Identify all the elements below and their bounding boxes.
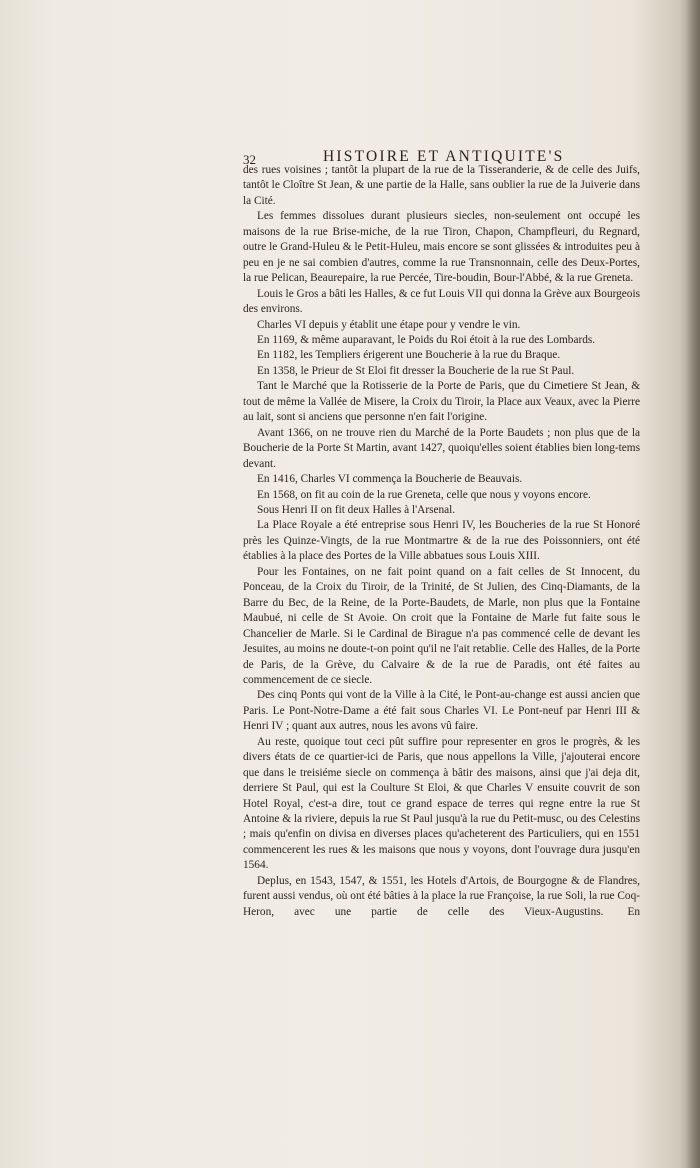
paragraph: des rues voisines ; tantôt la plupart de la rue de la Tisseranderie, & de celle des Juifs, tantôt le Cloître St Jean, & une partie de la Halle, sans oublier la rue de la Juiverie dans la Cité. [243,164,640,207]
page-edge-shadow [686,0,700,1168]
running-title: HISTOIRE ET ANTIQUITE'S [323,148,565,165]
paragraph-last-text: Deplus, en 1543, 1547, & 1551, les Hotels d'Artois, de Bourgogne & de Flandres, furent aussi vendus, où ont été bâties à la place la rue Françoise, la rue Soli, la rue Coq-Heron, avec une partie de celle des Vieux-Augustins. [243,874,640,918]
catchword: En [627,905,640,918]
body-text [243,163,640,920]
paragraph: En 1358, le Prieur de St Eloi fit dresser la Boucherie de la rue St Paul. [257,364,575,377]
paragraph: Pour les Fontaines, on ne fait point quand on a fait celles de St Innocent, du Ponceau, de la Croix du Tiroir, de la Trinité, de St Julien, des Cinq-Diamants, de la Barre du Bec, de la Reine, de la Porte-Baudets, de Marle, non plus que la Fontaine Maubué, ni celle de St Avoie. On croit que la Fontaine de Marle fut faite sous le Chancelier de Marle. Si le Cardinal de Birague n'a pas commencé celle de devant les Jesuites, au moins ne doute-t-on point qu'il ne l'ait retablie. Celle des Halles, de la Porte de Paris, de la Grève, du Calvaire & de la rue de Paradis, ont été faites au commencement de ce siecle. [243,565,640,686]
paragraph: Au reste, quoique tout ceci pût suffire pour representer en gros le progrès, & les divers états de ce quartier-ici de Paris, que nous appellons la Ville, j'ajouterai encore que dans le treisiéme siecle on commença à bâtir des maisons, ainsi que j'ai deja dit, derriere St Paul, qui est la Coulture St Eloi, & que Charles V ensuite couvrit de son Hotel Royal, c'est-a dire, tout ce grand espace de terres qui regne entre la rue St Antoine & la riviere, depuis la rue St Paul jusqu'à la rue du Petit-musc, ou des Celestins ; mais qu'enfin on divisa en diverses places qu'acheterent des Particuliers, qui en 1551 commencerent les rues & les maisons que nous y voyons, dont l'ouvrage dura jusqu'en 1564. [243,735,640,872]
paragraph: La Place Royale a été entreprise sous Henri IV, les Boucheries de la rue St Honoré près les Quinze-Vingts, de la rue Montmartre & de la rue des Poissonniers, ont été établies à la place des Portes de la Ville abbatues sous Louis XIII. [243,519,640,563]
paragraph: En 1182, les Templiers érigerent une Boucherie à la rue du Braque. [257,349,561,362]
paragraph: Avant 1366, on ne trouve rien du Marché de la Porte Baudets ; non plus que de la Boucherie de la Porte St Martin, avant 1427, quoiqu'elles soient établies bien long-tems devant. [243,426,640,470]
paragraph-last [243,874,640,920]
paragraph: En 1568, on fit au coin de la rue Greneta, celle que nous y voyons encore. [257,488,591,501]
paragraph: Des cinq Ponts qui vont de la Ville à la Cité, le Pont-au-change est aussi ancien que Paris. Le Pont-Notre-Dame a été fait sous Charles VI. Le Pont-neuf par Henri III & Henri IV ; quant aux autres, nous les avons vû faire. [243,689,640,733]
page-number: 32 [243,152,256,167]
paragraph: Sous Henri II on fit deux Halles à l'Arsenal. [257,503,456,516]
paragraph: Les femmes dissolues durant plusieurs siecles, non-seulement ont occupé les maisons de la rue Brise-miche, de la rue Tiron, Chapon, Champfleuri, du Regnard, outre le Grand-Huleu & le Petit-Huleu, mais encore se sont glissées & introduites peu à peu en je ne sai combien d'autres, comme la rue Transnonnain, celle des Deux-Portes, la rue Pelican, Beaurepaire, la rue Percée, Tire-boudin, Bour-l'Abbé, & la rue Greneta. [243,210,640,285]
paragraph: Louis le Gros a bâti les Halles, & ce fut Louis VII qui donna la Grève aux Bourgeois des environs. [243,287,640,316]
paragraph: En 1416, Charles VI commença la Boucherie de Beauvais. [257,473,523,486]
paragraph: En 1169, & même auparavant, le Poids du Roi étoit à la rue des Lombards. [257,333,596,346]
paragraph: Tant le Marché que la Rotisserie de la Porte de Paris, que du Cimetiere St Jean, & tout de même la Vallée de Misere, la Croix du Tiroir, la Place aux Veaux, avec la Pierre au lait, sont si anciens que personne n'en fait l'origine. [243,380,640,424]
paragraph: Charles VI depuis y établit une étape pour y vendre le vin. [257,318,521,331]
